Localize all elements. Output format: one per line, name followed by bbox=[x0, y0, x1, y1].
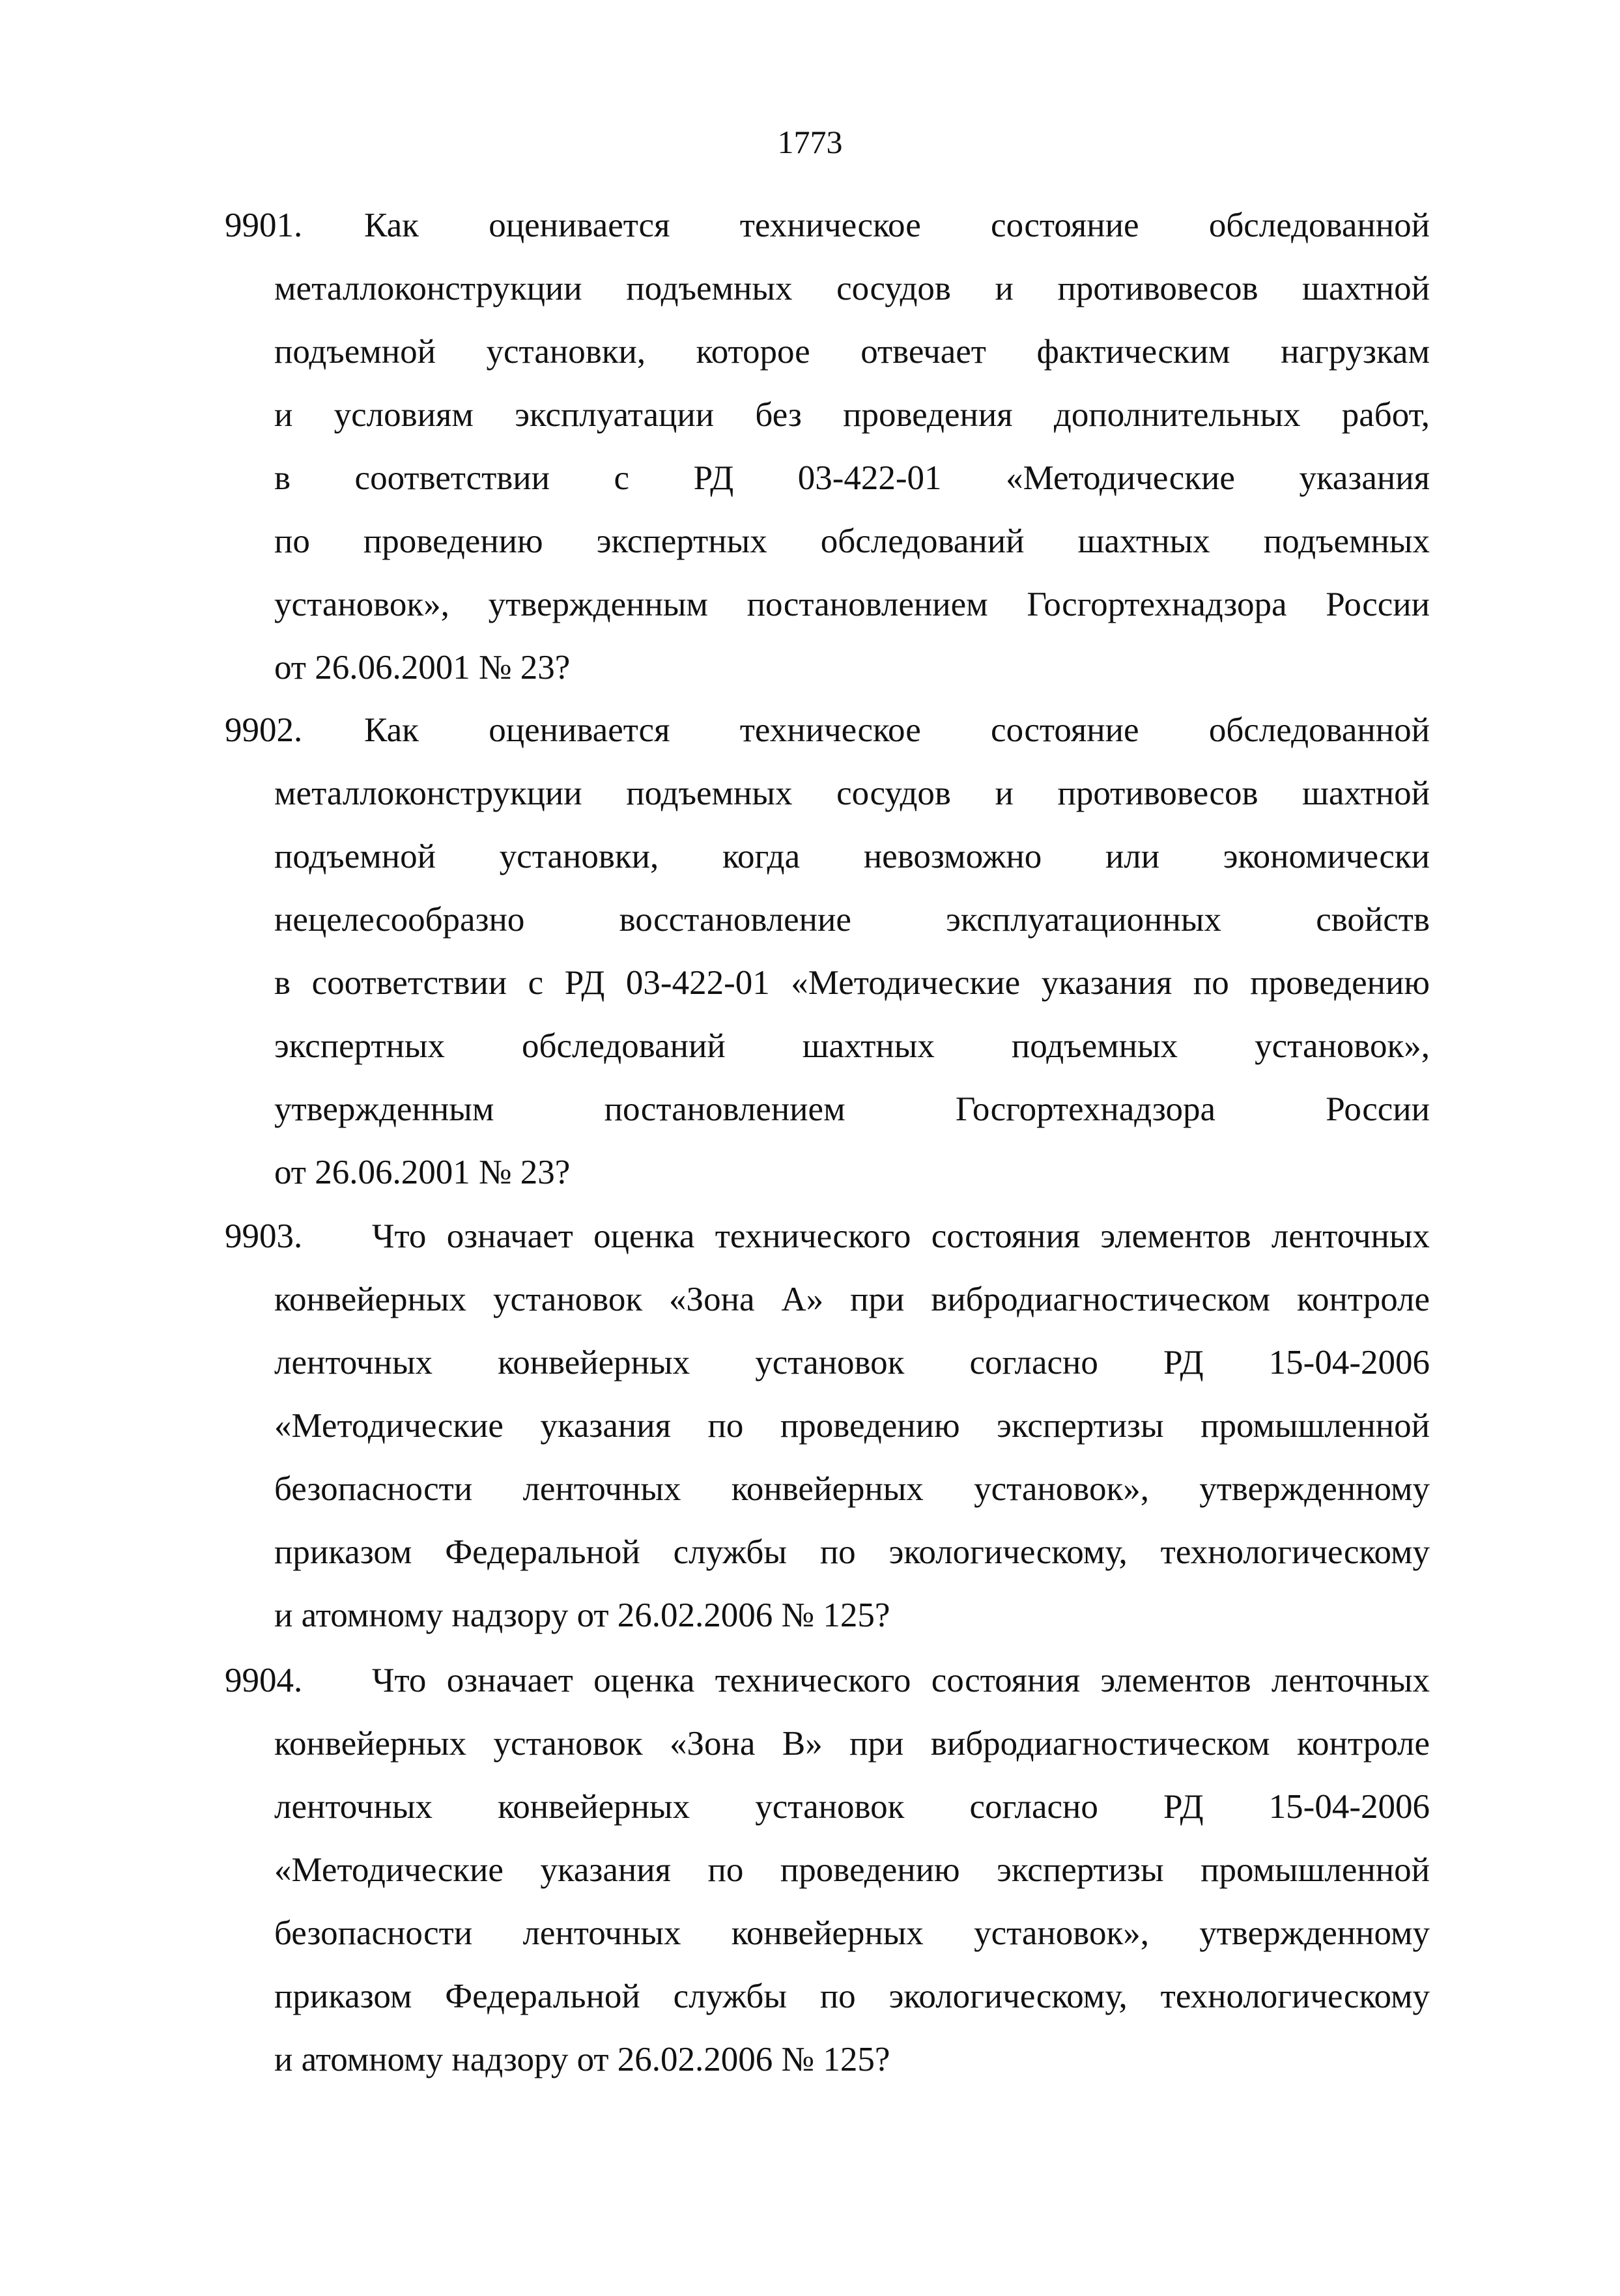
question-line: «Методические указания по проведению экспертизы промышленной bbox=[274, 1851, 1430, 1889]
page-number: 1773 bbox=[777, 124, 843, 160]
question-line: Как оценивается техническое состояние обследованной bbox=[364, 206, 1430, 244]
question-line: и атомному надзору от 26.02.2006 № 125? bbox=[274, 1596, 890, 1634]
question-line: конвейерных установок «Зона В» при вибродиагностическом контроле bbox=[274, 1725, 1430, 1763]
question-text bbox=[274, 699, 1430, 1204]
question-line: металлоконструкции подъемных сосудов и противовесов шахтной bbox=[274, 270, 1430, 307]
question-line: приказом Федеральной службы по экологическому, технологическому bbox=[274, 1533, 1430, 1571]
question-line: металлоконструкции подъемных сосудов и противовесов шахтной bbox=[274, 774, 1430, 812]
question-line: приказом Федеральной службы по экологическому, технологическому bbox=[274, 1977, 1430, 2015]
question-line: от 26.06.2001 № 23? bbox=[274, 649, 571, 687]
question-line: и условиям эксплуатации без проведения дополнительных работ, bbox=[274, 396, 1430, 434]
question-line: конвейерных установок «Зона А» при вибродиагностическом контроле bbox=[274, 1281, 1430, 1318]
question-text bbox=[274, 1649, 1430, 2091]
question-line: Как оценивается техническое состояние обследованной bbox=[364, 711, 1430, 749]
question-number: 9902. bbox=[225, 711, 303, 749]
question-line: утвержденным постановлением Госгортехнадзора России bbox=[274, 1090, 1430, 1128]
question-line: ленточных конвейерных установок согласно РД 15-04-2006 bbox=[274, 1788, 1430, 1826]
question-line: в соответствии с РД 03-422-01 «Методические указания по проведению bbox=[274, 964, 1430, 1002]
question-line: безопасности ленточных конвейерных установок», утвержденному bbox=[274, 1470, 1430, 1508]
question-line: ленточных конвейерных установок согласно РД 15-04-2006 bbox=[274, 1344, 1430, 1382]
question-line: подъемной установки, когда невозможно или экономически bbox=[274, 838, 1430, 875]
question-line: безопасности ленточных конвейерных установок», утвержденному bbox=[274, 1914, 1430, 1952]
question-line: Что означает оценка технического состояния элементов ленточных bbox=[372, 1217, 1430, 1255]
question-line: «Методические указания по проведению экспертизы промышленной bbox=[274, 1407, 1430, 1445]
question-line: экспертных обследований шахтных подъемных установок», bbox=[274, 1027, 1430, 1065]
question-line: Что означает оценка технического состояния элементов ленточных bbox=[372, 1662, 1430, 1699]
question-line: в соответствии с РД 03-422-01 «Методические указания bbox=[274, 459, 1430, 497]
question-text bbox=[274, 194, 1430, 700]
question-line: от 26.06.2001 № 23? bbox=[274, 1154, 571, 1191]
question-number: 9901. bbox=[225, 206, 303, 244]
question-number: 9903. bbox=[225, 1217, 303, 1255]
question-line: установок», утвержденным постановлением Госгортехнадзора России bbox=[274, 586, 1430, 623]
question-text bbox=[274, 1205, 1430, 1647]
question-line: подъемной установки, которое отвечает фактическим нагрузкам bbox=[274, 333, 1430, 371]
question-number: 9904. bbox=[225, 1662, 303, 1699]
question-line: по проведению экспертных обследований шахтных подъемных bbox=[274, 522, 1430, 560]
question-line: нецелесообразно восстановление эксплуатационных свойств bbox=[274, 901, 1430, 939]
question-line: и атомному надзору от 26.02.2006 № 125? bbox=[274, 2041, 890, 2078]
